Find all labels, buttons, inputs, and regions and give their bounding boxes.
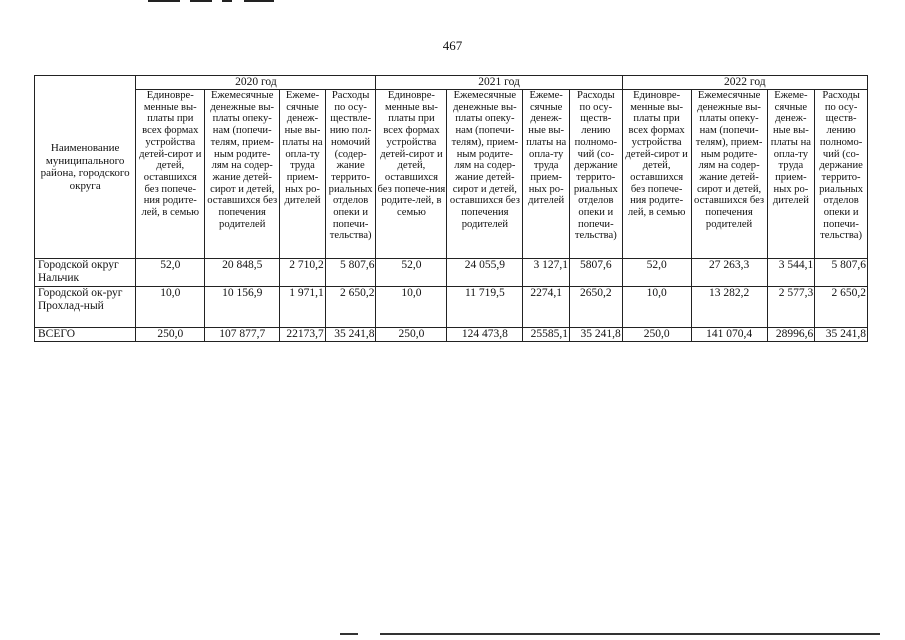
table-cell: 11 719,5 <box>447 287 523 328</box>
top-scan-artifact <box>148 0 288 3</box>
table-cell: 2274,1 <box>523 287 570 328</box>
table-cell: 35 241,8 <box>325 328 376 342</box>
column-header: Расходы по осу-ществ-лению полномо-чий (со-держание террито-риальных отделов опеки и попечи-тельства) <box>815 90 868 259</box>
table-cell: 52,0 <box>136 259 205 287</box>
municipality-column-header: Наименование муниципального района, городского округа <box>35 76 136 259</box>
table-cell: 2 650,2 <box>325 287 376 328</box>
page-number: 467 <box>442 38 463 53</box>
table-cell: 10 156,9 <box>205 287 280 328</box>
column-header: Единовре-менные вы-платы при всех формах устройства детей-сирот и детей, оставшихся без попече-ния родите-лей, в семью <box>376 90 447 259</box>
table-row <box>35 287 868 328</box>
table-cell: 5 807,6 <box>815 259 868 287</box>
column-header: Расходы по осу-ществ-лению полномо-чий (со-держание террито-риальных отделов опеки и попечи-тельства) <box>569 90 622 259</box>
table-cell: 10,0 <box>136 287 205 328</box>
table-cell: 52,0 <box>622 259 691 287</box>
column-header: Ежемесячные денежные вы-платы опеку-нам (попечи-телям, прием-ным родите-лям на содер-жание детей-сирот и детей, оставшихся без попечения родителей <box>205 90 280 259</box>
table-cell: 250,0 <box>136 328 205 342</box>
table-cell: 5 807,6 <box>325 259 376 287</box>
table-cell: 13 282,2 <box>691 287 767 328</box>
table-cell: 35 241,8 <box>569 328 622 342</box>
table-row <box>35 259 868 287</box>
table-cell: 2650,2 <box>569 287 622 328</box>
budget-table <box>34 75 868 342</box>
table-cell: 124 473,8 <box>447 328 523 342</box>
table-cell: 52,0 <box>376 259 447 287</box>
column-header: Ежеме-сячные денеж-ные вы-платы на опла-ту труда прием-ных ро-дителей <box>523 90 570 259</box>
year-header-2020: 2020 год <box>136 76 376 90</box>
table-cell: 1 971,1 <box>280 287 326 328</box>
column-header: Ежемесячные денежные вы-платы опеку-нам (попечи-телям), прием-ным родите-лям на содер-жание детей-сирот и детей, оставшихся без попечения родителей <box>447 90 523 259</box>
table-cell: 2 650,2 <box>815 287 868 328</box>
table-cell: 107 877,7 <box>205 328 280 342</box>
table-cell: 22173,7 <box>280 328 326 342</box>
table-row <box>35 328 868 342</box>
table-cell: 250,0 <box>622 328 691 342</box>
table-cell: 2 577,3 <box>767 287 815 328</box>
row-name: Городской ок-руг Прохлад-ный <box>35 287 136 328</box>
table-cell: 10,0 <box>376 287 447 328</box>
row-name: Городской округ Нальчик <box>35 259 136 287</box>
table-cell: 24 055,9 <box>447 259 523 287</box>
table-cell: 25585,1 <box>523 328 570 342</box>
table-cell: 27 263,3 <box>691 259 767 287</box>
table-cell: 250,0 <box>376 328 447 342</box>
table-cell: 5807,6 <box>569 259 622 287</box>
column-header: Ежеме-сячные денеж-ные вы-платы на опла-ту труда прием-ных ро-дителей <box>767 90 815 259</box>
row-name: ВСЕГО <box>35 328 136 342</box>
table-cell: 20 848,5 <box>205 259 280 287</box>
column-header: Ежемесячные денежные вы-платы опеку-нам (попечи-телям), прием-ным родите-лям на содер-жание детей-сирот и детей, оставшихся без попечения родителей <box>691 90 767 259</box>
column-header: Расходы по осу-ществле-нию пол-номочий (содер-жание террито-риальных отделов опеки и попечи-тельства) <box>325 90 376 259</box>
column-header: Единовре-менные вы-платы при всех формах устройства детей-сирот и детей, оставшихся без попече-ния родите-лей, в семью <box>622 90 691 259</box>
year-header-2021: 2021 год <box>376 76 622 90</box>
year-header-2022: 2022 год <box>622 76 867 90</box>
table-cell: 141 070,4 <box>691 328 767 342</box>
column-header: Ежеме-сячные денеж-ные вы-платы на опла-ту труда прием-ных ро-дителей <box>280 90 326 259</box>
column-header: Единовре-менные вы-платы при всех формах устройства детей-сирот и детей, оставшихся без попече-ния родите-лей, в семью <box>136 90 205 259</box>
table-cell: 28996,6 <box>767 328 815 342</box>
table-cell: 35 241,8 <box>815 328 868 342</box>
table-cell: 3 127,1 <box>523 259 570 287</box>
table-cell: 10,0 <box>622 287 691 328</box>
table-cell: 3 544,1 <box>767 259 815 287</box>
table-cell: 2 710,2 <box>280 259 326 287</box>
bottom-scan-artifact <box>340 633 880 636</box>
